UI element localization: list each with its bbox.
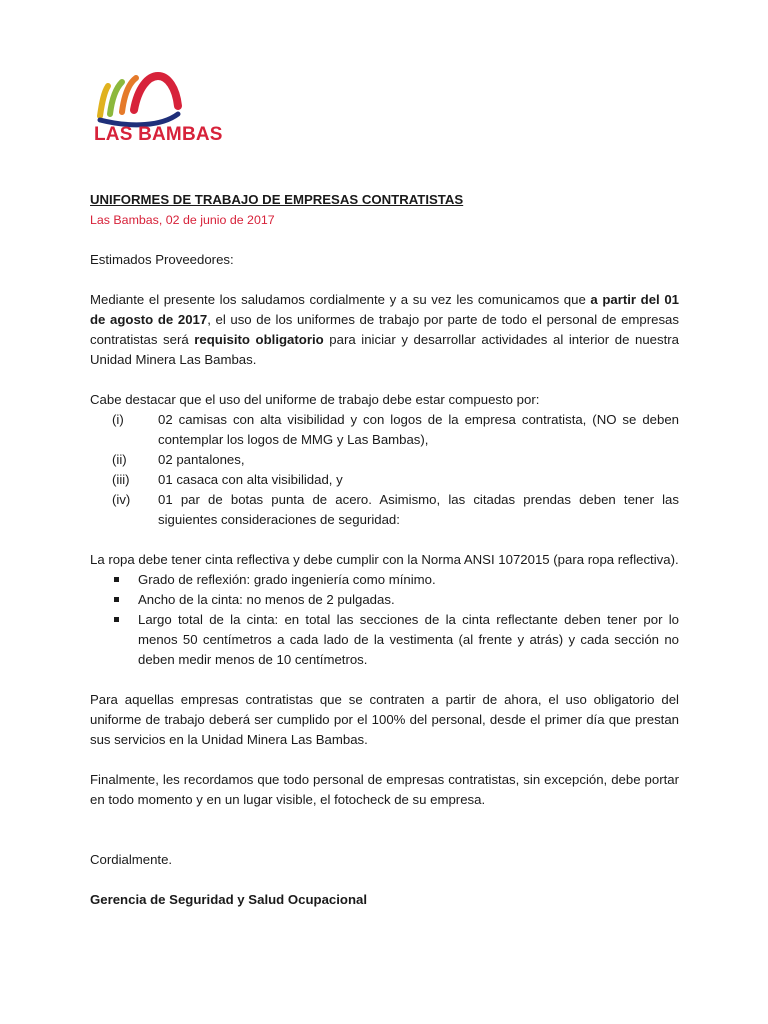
salutation: Estimados Proveedores: [90, 252, 234, 267]
requirement-emphasis: requisito obligatorio [194, 332, 324, 347]
las-bambas-logo [92, 68, 223, 150]
bullet-icon [114, 597, 119, 602]
list-item: (i) 02 camisas con alta visibilidad y con logos de la empresa contratista, (NO se deben contemplar los logos de MMG y Las Bambas), [112, 412, 679, 447]
bullet-item: Grado de reflexión: grado ingeniería como mínimo. [90, 570, 679, 590]
bullet-item: Largo total de la cinta: en total las secciones de la cinta reflectante deben tener por lo menos 50 centímetros a cada lado de la vestimenta (al frente y atrás) y cada sección no deben medir menos de 10 centímetros. [90, 610, 679, 670]
reminder-paragraph: Finalmente, les recordamos que todo personal de empresas contratistas, sin excepción, debe portar en todo momento y en un lugar visible, el fotocheck de su empresa. [90, 772, 679, 807]
document-date: Las Bambas, 02 de junio de 2017 [90, 213, 275, 227]
bullet-item: Ancho de la cinta: no menos de 2 pulgadas. [90, 590, 679, 610]
logo-arcs-icon [92, 68, 218, 128]
list-item: (iv) 01 par de botas punta de acero. Asimismo, las citadas prendas deben tener las siguientes consideraciones de seguridad: [112, 492, 679, 527]
signature: Gerencia de Seguridad y Salud Ocupacional [90, 892, 368, 907]
reflective-intro: La ropa debe tener cinta reflectiva y debe cumplir con la Norma ANSI 1072015 (para ropa reflectiva). [90, 552, 679, 567]
bullet-icon [114, 577, 119, 582]
list-intro: Cabe destacar que el uso del uniforme de trabajo debe estar compuesto por: [90, 392, 540, 407]
list-item: (iii) 01 casaca con alta visibilidad, y [112, 472, 343, 487]
closing: Cordialmente. [90, 852, 173, 867]
bullet-icon [114, 617, 119, 622]
letter-body [90, 190, 679, 910]
logo-text: LAS BAMBAS [94, 124, 223, 145]
list-item: (ii) 02 pantalones, [112, 452, 245, 467]
start-date-emphasis: a partir del 01 de agosto de 2017 [90, 292, 679, 327]
intro-paragraph: Mediante el presente los saludamos cordialmente y a su vez les comunicamos que a partir del 01 de agosto de 2017, el uso de los uniformes de trabajo por parte de todo el personal de empresas contratistas será requisito obligatorio para iniciar y desarrollar actividades al interior de nuestra Unidad Minera Las Bambas. [90, 292, 679, 367]
document-title: UNIFORMES DE TRABAJO DE EMPRESAS CONTRATISTAS [90, 192, 464, 207]
new-contractors-paragraph: Para aquellas empresas contratistas que se contraten a partir de ahora, el uso obligatorio del uniforme de trabajo deberá ser cumplido por el 100% del personal, desde el primer día que prestan sus servicios en la Unidad Minera Las Bambas. [90, 692, 679, 747]
